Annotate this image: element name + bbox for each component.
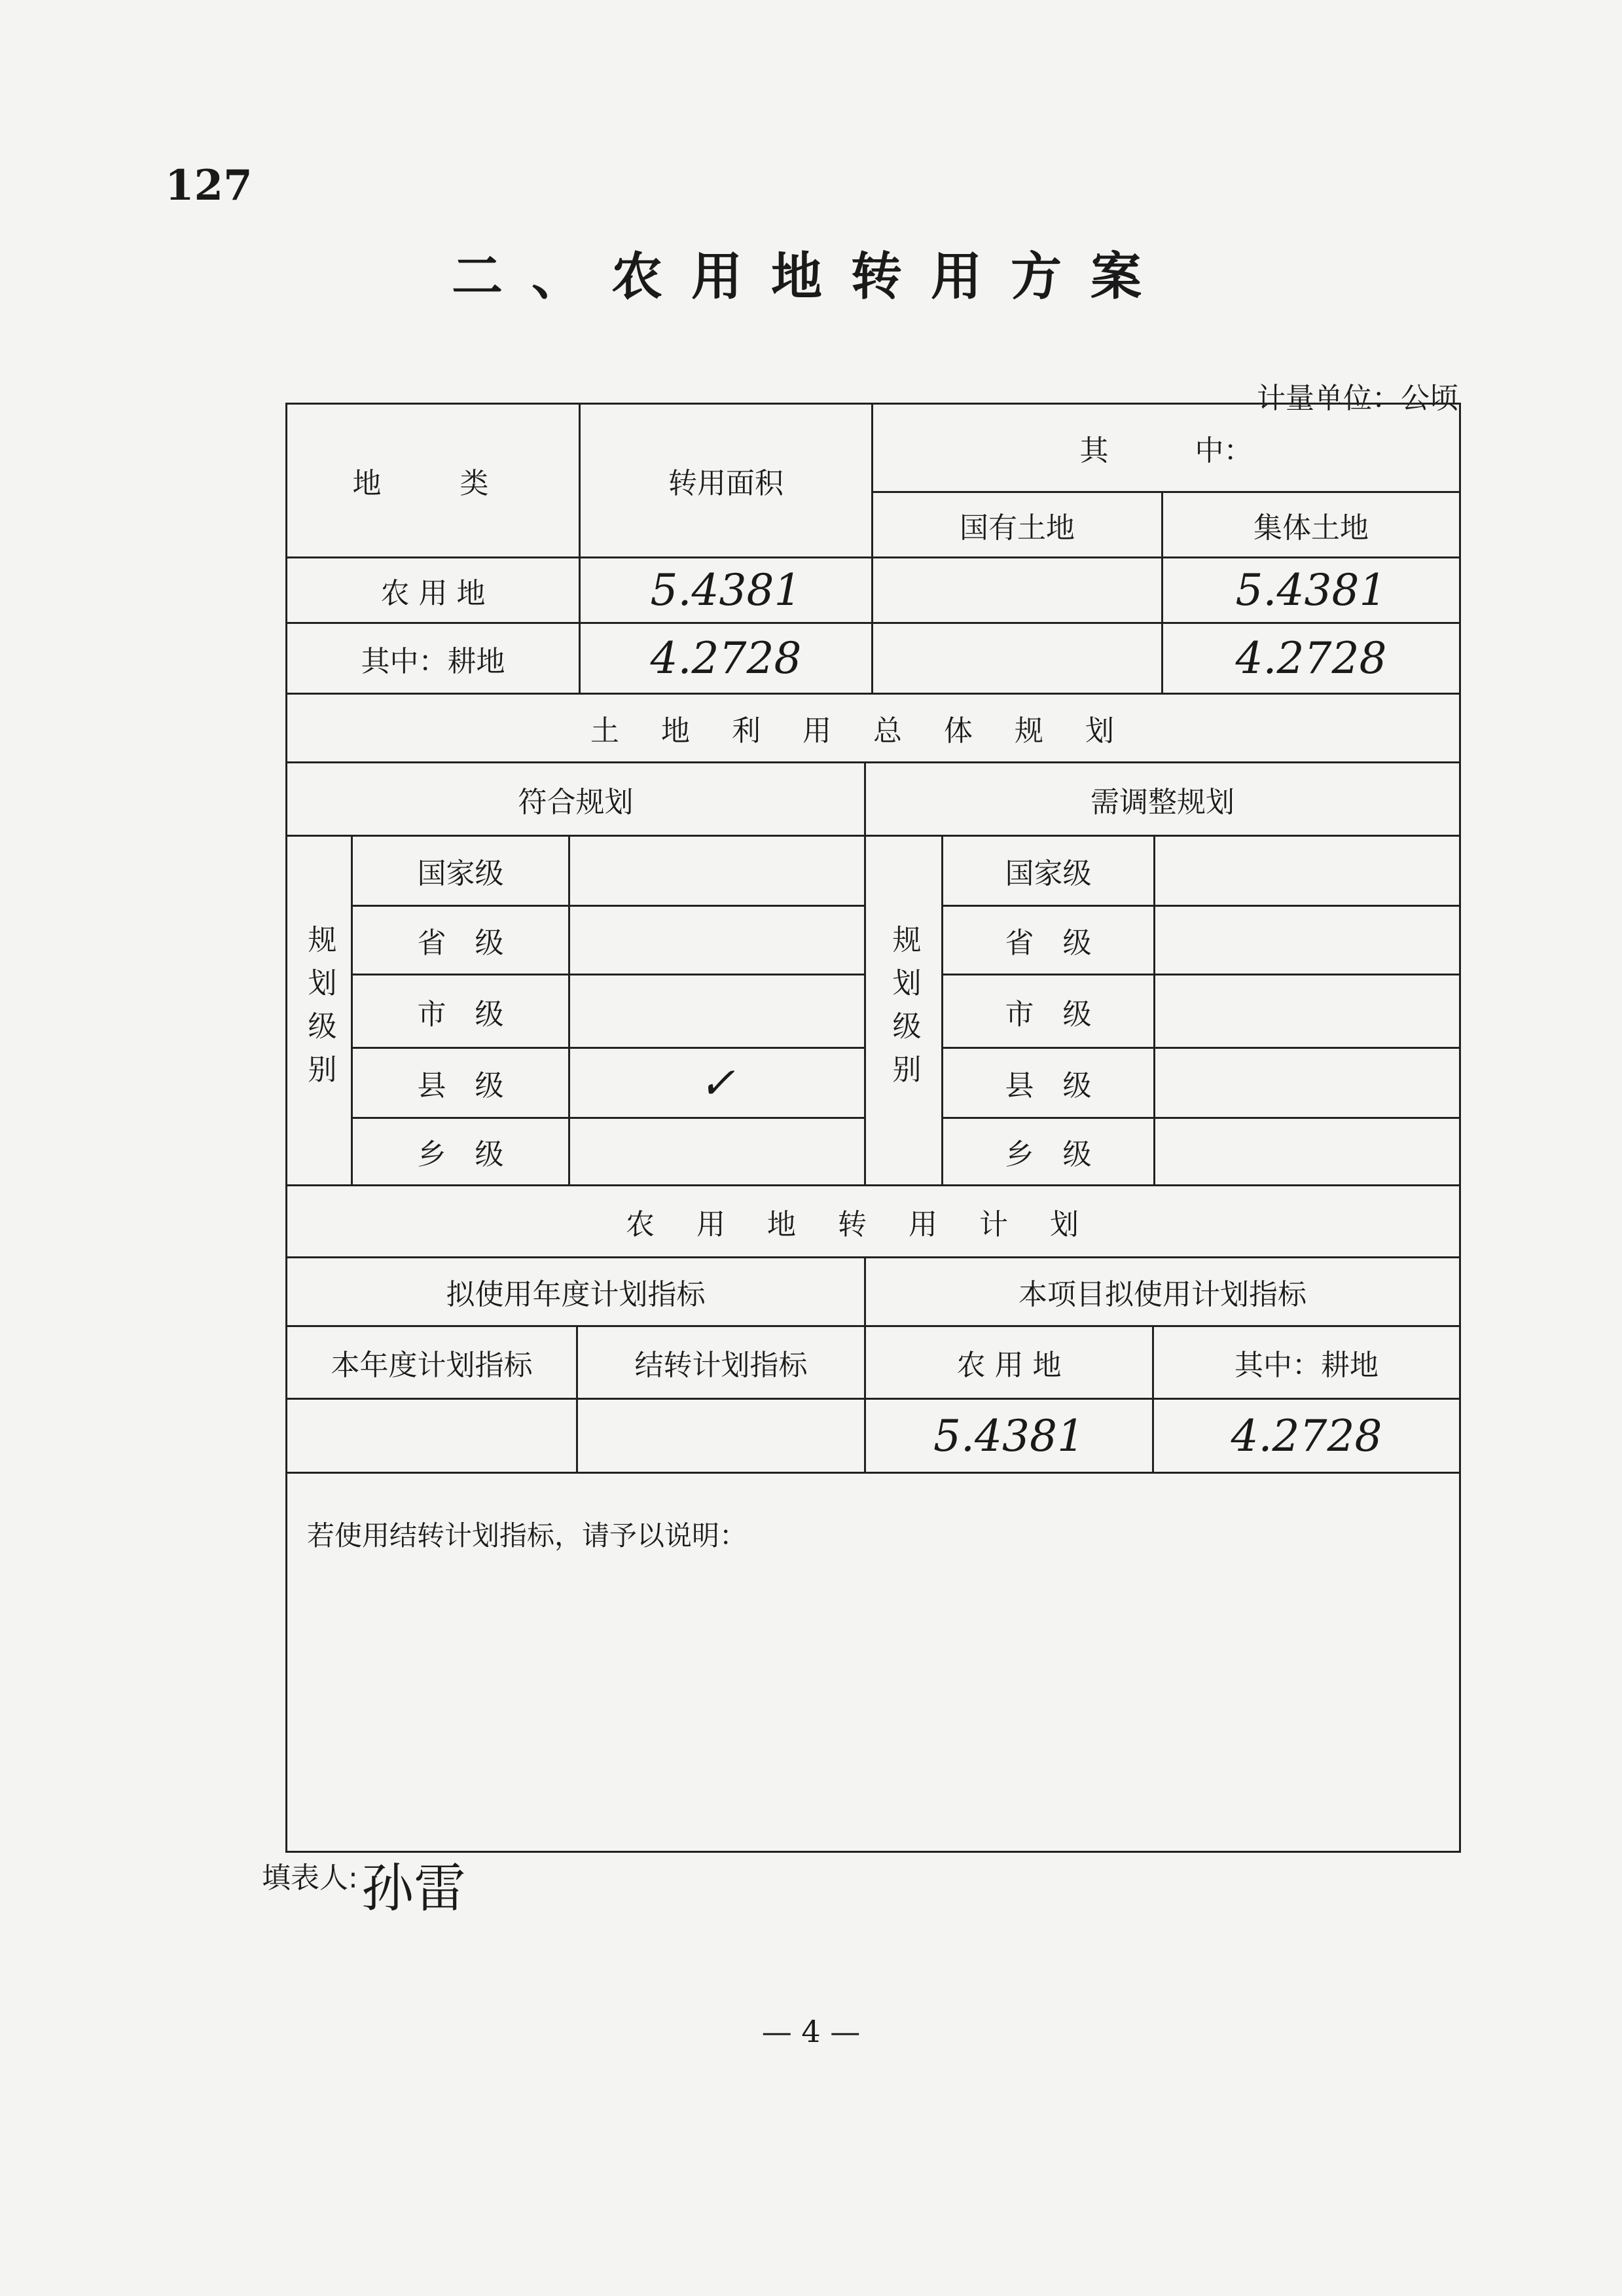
compliant-level-2-text: 市 级 bbox=[417, 997, 504, 1031]
adjust-level-2 bbox=[941, 974, 1155, 1049]
farmland-collective bbox=[1161, 556, 1461, 624]
header-converted-area-text: 转用面积 bbox=[668, 467, 784, 500]
compliant-level-label-text: 规划级别 bbox=[302, 924, 336, 1097]
annual-quota-header bbox=[285, 1256, 866, 1327]
compliant-mark-4 bbox=[568, 1117, 866, 1186]
header-state-land-text: 国有土地 bbox=[960, 511, 1075, 545]
conv-farmland-text: 农 用 地 bbox=[956, 1349, 1062, 1382]
compliant-level-0-text: 国家级 bbox=[417, 857, 504, 890]
adjust-level-3-text: 县 级 bbox=[1005, 1069, 1092, 1102]
compliant-level-0 bbox=[351, 835, 570, 907]
header-converted-area bbox=[579, 403, 873, 558]
page-title: 二、农用地转用方案 bbox=[451, 247, 1170, 306]
compliant-level-3 bbox=[351, 1047, 570, 1119]
header-collective-land-text: 集体土地 bbox=[1253, 511, 1369, 545]
header-state-land bbox=[871, 491, 1163, 558]
farmland-collective-value: 5.4381 bbox=[1235, 565, 1387, 615]
conv-cultivated-header bbox=[1152, 1325, 1461, 1400]
plan-title-text: 土地利用总体规划 bbox=[590, 714, 1156, 748]
adjust-level-1 bbox=[941, 905, 1155, 975]
plan-compliant-header bbox=[285, 761, 866, 837]
cultivated-area bbox=[579, 622, 873, 695]
plan-adjust-text: 需调整规划 bbox=[1090, 785, 1235, 819]
page-number: — 4 — bbox=[761, 2014, 861, 2049]
conv-farmland-value bbox=[864, 1398, 1154, 1474]
filler-label: 填表人: bbox=[262, 1861, 358, 1895]
project-quota-text: 本项目拟使用计划指标 bbox=[1018, 1278, 1307, 1311]
farmland-label-text: 农 用 地 bbox=[380, 576, 486, 610]
adjust-mark-3 bbox=[1153, 1047, 1461, 1119]
compliant-level-1 bbox=[351, 905, 570, 975]
cultivated-collective-value: 4.2728 bbox=[1235, 633, 1387, 683]
carryover-header bbox=[576, 1325, 866, 1400]
adjust-level-label-text: 规划级别 bbox=[887, 924, 921, 1097]
adjust-level-4-text: 乡 级 bbox=[1005, 1138, 1092, 1171]
conv-cultivated-text: 其中：耕地 bbox=[1235, 1349, 1379, 1382]
compliant-level-4-text: 乡 级 bbox=[417, 1138, 504, 1171]
compliant-mark-2 bbox=[568, 974, 866, 1049]
adjust-level-3 bbox=[941, 1047, 1155, 1119]
signature: 孙雷 bbox=[361, 1858, 466, 1919]
header-collective-land bbox=[1161, 491, 1461, 558]
header-land-type bbox=[285, 403, 581, 558]
adjust-mark-4 bbox=[1153, 1117, 1461, 1186]
compliant-mark-0 bbox=[568, 835, 866, 907]
conv-farmland-value-text: 5.4381 bbox=[933, 1410, 1085, 1461]
adjust-mark-1 bbox=[1153, 905, 1461, 975]
compliant-level-label bbox=[285, 835, 353, 1186]
plan-compliant-text: 符合规划 bbox=[518, 785, 634, 819]
conversion-title-text: 农用地转用计划 bbox=[626, 1207, 1121, 1241]
project-quota-header bbox=[864, 1256, 1461, 1327]
adjust-level-1-text: 省 级 bbox=[1005, 926, 1092, 960]
cultivated-label-text: 其中：耕地 bbox=[361, 644, 505, 678]
adjust-level-label bbox=[864, 835, 943, 1186]
cultivated-collective bbox=[1161, 622, 1461, 695]
farmland-label bbox=[285, 556, 581, 624]
adjust-level-4 bbox=[941, 1117, 1155, 1186]
cultivated-area-value: 4.2728 bbox=[650, 633, 802, 683]
farmland-area-value: 5.4381 bbox=[650, 565, 802, 615]
header-of-which bbox=[871, 403, 1461, 493]
adjust-level-0 bbox=[941, 835, 1155, 907]
compliant-level-1-text: 省 级 bbox=[417, 926, 504, 960]
unit-label: 计量单位：公顷 bbox=[1257, 382, 1458, 415]
cultivated-label bbox=[285, 622, 581, 695]
adjust-mark-0 bbox=[1153, 835, 1461, 907]
compliant-mark-3-text: ✓ bbox=[698, 1057, 736, 1108]
conversion-title bbox=[285, 1184, 1461, 1258]
farmland-state bbox=[871, 556, 1163, 624]
farmland-area bbox=[579, 556, 873, 624]
header-of-which-text: 其 中： bbox=[1079, 434, 1253, 467]
compliant-level-3-text: 县 级 bbox=[417, 1069, 504, 1102]
annual-quota-text: 拟使用年度计划指标 bbox=[446, 1278, 706, 1311]
this-year-text: 本年度计划指标 bbox=[331, 1349, 533, 1382]
conv-farmland-header bbox=[864, 1325, 1154, 1400]
adjust-level-2-text: 市 级 bbox=[1005, 997, 1092, 1031]
compliant-mark-3 bbox=[568, 1047, 866, 1119]
plan-adjust-header bbox=[864, 761, 1461, 837]
this-year-header bbox=[285, 1325, 578, 1400]
compliant-level-4 bbox=[351, 1117, 570, 1186]
header-land-type-text: 地 类 bbox=[352, 467, 514, 500]
adjust-level-0-text: 国家级 bbox=[1005, 857, 1092, 890]
conv-cultivated-value-text: 4.2728 bbox=[1231, 1410, 1382, 1461]
cultivated-state bbox=[871, 622, 1163, 695]
adjust-mark-2 bbox=[1153, 974, 1461, 1049]
document-number: 127 bbox=[165, 161, 253, 210]
compliant-mark-1 bbox=[568, 905, 866, 975]
note-prompt: 若使用结转计划指标，请予以说明： bbox=[307, 1520, 748, 1552]
compliant-level-2 bbox=[351, 974, 570, 1049]
conv-cultivated-value bbox=[1152, 1398, 1461, 1474]
this-year-value bbox=[285, 1398, 578, 1474]
carryover-text: 结转计划指标 bbox=[634, 1349, 808, 1382]
carryover-value bbox=[576, 1398, 866, 1474]
note-area[interactable] bbox=[285, 1472, 1461, 1853]
plan-title bbox=[285, 693, 1461, 763]
